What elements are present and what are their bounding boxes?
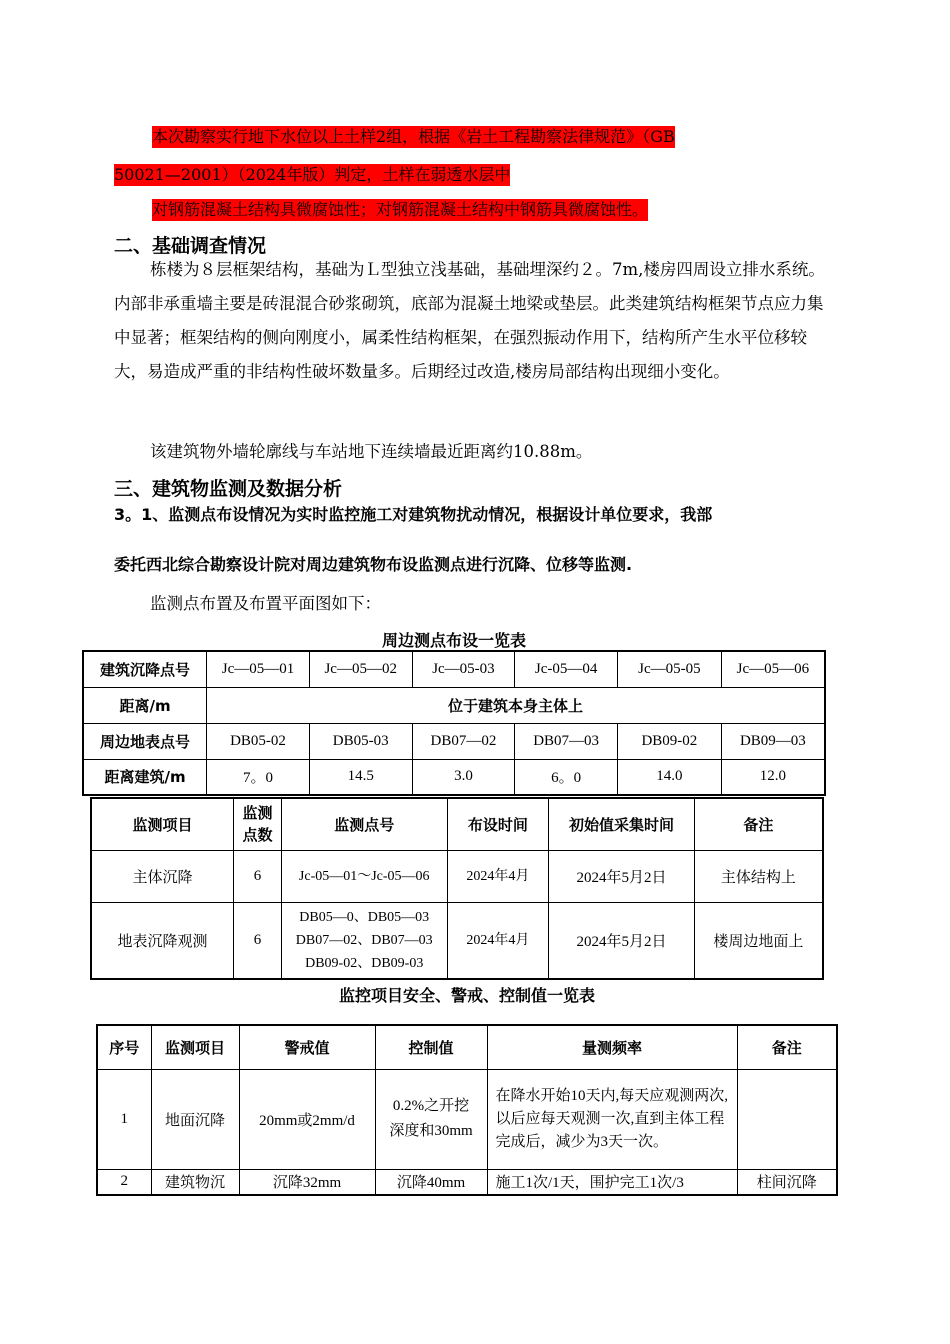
table3-header: 备注 bbox=[737, 1025, 837, 1069]
intro-line-2: 50021—2001）（2024年版）判定，土样在弱透水层中 bbox=[114, 165, 511, 184]
table1-cell: Jc-05—04 bbox=[515, 651, 618, 687]
table2-header: 布设时间 bbox=[447, 798, 549, 850]
table1-cell: Jc—05—06 bbox=[721, 651, 825, 687]
table1-cell: 14.0 bbox=[618, 759, 722, 795]
section2-paragraph-2: 该建筑物外墙轮廓线与车站地下连续墙最近距离约10.88m。 bbox=[150, 442, 593, 461]
table3-cell: 在降水开始10天内,每天应观测两次,以后应每天观测一次,直到主体工程完成后，减少为3天一次。 bbox=[487, 1069, 737, 1169]
table3-header: 监测项目 bbox=[151, 1025, 239, 1069]
table2-cell: 2024年5月2日 bbox=[549, 850, 695, 902]
section2-heading: 二、基础调查情况 bbox=[114, 235, 267, 257]
table3-cell: 施工1次/1天，围护完工1次/3 bbox=[487, 1169, 737, 1195]
intro-line-3: 对钢筋混凝土结构具微腐蚀性；对钢筋混凝土结构中钢筋具微腐蚀性。 bbox=[152, 200, 649, 219]
table3-caption: 监控项目安全、警戒、控制值一览表 bbox=[338, 986, 595, 1005]
table1-row1-label: 建筑沉降点号 bbox=[83, 651, 207, 687]
table3-cell: 0.2%之开挖深度和30mm bbox=[375, 1069, 487, 1169]
table1-cell: DB05-02 bbox=[207, 723, 310, 759]
table3-cell: 1 bbox=[97, 1069, 151, 1169]
table1-cell: 12.0 bbox=[721, 759, 825, 795]
table3-header: 警戒值 bbox=[239, 1025, 375, 1069]
table3-header: 控制值 bbox=[375, 1025, 487, 1069]
table1-row3-label: 周边地表点号 bbox=[83, 723, 207, 759]
table2-cell: Jc-05—01～Jc-05—06 bbox=[281, 850, 447, 902]
table2-cell: 2024年5月2日 bbox=[549, 902, 695, 979]
table3-cell: 建筑物沉 bbox=[151, 1169, 239, 1195]
table3-cell: 柱间沉降 bbox=[737, 1169, 837, 1195]
table2-monitoring-items bbox=[90, 797, 824, 980]
table2-header: 初始值采集时间 bbox=[549, 798, 695, 850]
table3-cell: 2 bbox=[97, 1169, 151, 1195]
table2-cell: 楼周边地面上 bbox=[694, 902, 823, 979]
table3-cell: 地面沉降 bbox=[151, 1069, 239, 1169]
table2-cell: 主体沉降 bbox=[91, 850, 234, 902]
table3-header: 序号 bbox=[97, 1025, 151, 1069]
table3-cell bbox=[737, 1069, 837, 1169]
table1-row2-label: 距离/m bbox=[83, 687, 207, 723]
table2-header: 监测点数 bbox=[234, 798, 282, 850]
table2-cell: 2024年4月 bbox=[447, 850, 549, 902]
table1-cell: 14.5 bbox=[309, 759, 412, 795]
section2-paragraph-1: 栋楼为８层框架结构，基础为Ｌ型独立浅基础，基础埋深约２。7m,楼房四周设立排水系统。内部非承重墙主要是砖混混合砂浆砌筑，底部为混凝土地梁或垫层。此类建筑结构框架节点应力集中显著；框架结构的侧向刚度小，属柔性结构框架，在强烈振动作用下，结构所产生水平位移较大，易造成严重的非结构性破坏数量多。后期经过改造,楼房局部结构出现细小变化。 bbox=[114, 260, 825, 381]
table3-control-values bbox=[96, 1024, 838, 1196]
table1-caption: 周边测点布设一览表 bbox=[381, 631, 526, 650]
table2-header: 监测点号 bbox=[281, 798, 447, 850]
section3-heading: 三、建筑物监测及数据分析 bbox=[114, 478, 343, 500]
table3-cell: 20mm或2mm/d bbox=[239, 1069, 375, 1169]
table2-header: 监测项目 bbox=[91, 798, 234, 850]
table1-cell: 6。0 bbox=[515, 759, 618, 795]
table2-header: 备注 bbox=[694, 798, 823, 850]
section3-paragraph: 监测点布置及布置平面图如下： bbox=[150, 594, 381, 613]
table3-cell: 沉降32mm bbox=[239, 1169, 375, 1195]
section3-sub-line-1: 3。1、监测点布设情况为实时监控施工对建筑物扰动情况，根据设计单位要求，我部 bbox=[114, 505, 713, 524]
table2-cell: 2024年4月 bbox=[447, 902, 549, 979]
table3-cell: 沉降40mm bbox=[375, 1169, 487, 1195]
table1-monitoring-points bbox=[82, 650, 826, 796]
table1-cell: 3.0 bbox=[412, 759, 515, 795]
table2-cell: 地表沉降观测 bbox=[91, 902, 234, 979]
table2-cell: 主体结构上 bbox=[694, 850, 823, 902]
section3-sub-line-2: 委托西北综合勘察设计院对周边建筑物布设监测点进行沉降、位移等监测. bbox=[114, 555, 633, 574]
table2-cell: DB05—0、DB05—03 DB07—02、DB07—03 DB09-02、DB09-03 bbox=[281, 902, 447, 979]
intro-line-1: 本次勘察实行地下水位以上土样2组，根据《岩土工程勘察法律规范》（GB bbox=[152, 127, 675, 146]
table1-cell: DB05-03 bbox=[309, 723, 412, 759]
table2-cell: 6 bbox=[234, 850, 282, 902]
table1-cell: Jc—05-05 bbox=[618, 651, 722, 687]
table1-cell: Jc—05-03 bbox=[412, 651, 515, 687]
table1-cell: DB09—03 bbox=[721, 723, 825, 759]
table1-row4-label: 距离建筑/m bbox=[83, 759, 207, 795]
table1-cell: Jc—05—01 bbox=[207, 651, 310, 687]
table1-row2-value: 位于建筑本身主体上 bbox=[207, 687, 825, 723]
table3-header: 量测频率 bbox=[487, 1025, 737, 1069]
table1-cell: Jc—05—02 bbox=[309, 651, 412, 687]
table1-cell: DB07—02 bbox=[412, 723, 515, 759]
table1-cell: 7。0 bbox=[207, 759, 310, 795]
table1-cell: DB07—03 bbox=[515, 723, 618, 759]
table2-cell: 6 bbox=[234, 902, 282, 979]
table1-cell: DB09-02 bbox=[618, 723, 722, 759]
